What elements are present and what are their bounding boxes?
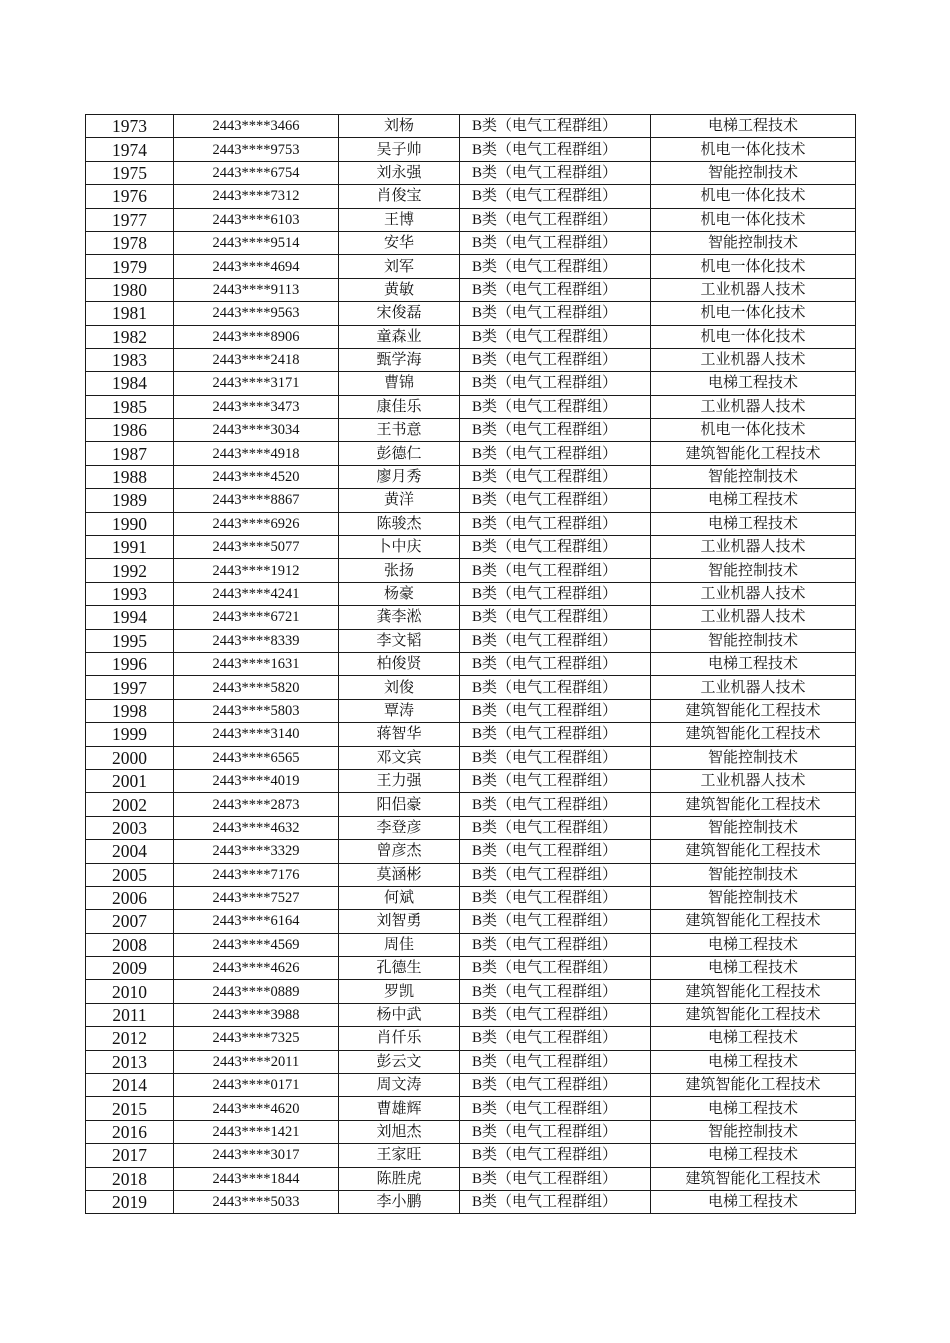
table-row	[86, 512, 856, 535]
major-cell: 智能控制技术	[651, 1120, 856, 1143]
row-number-cell: 2004	[86, 840, 174, 863]
table-row	[86, 1003, 856, 1026]
name-cell: 王博	[339, 208, 460, 231]
id-cell: 2443****7176	[174, 863, 339, 886]
category-cell: B类（电气工程群组）	[460, 1050, 651, 1073]
category-cell: B类（电气工程群组）	[460, 652, 651, 675]
major-cell: 机电一体化技术	[651, 208, 856, 231]
category-cell: B类（电气工程群组）	[460, 933, 651, 956]
major-cell: 电梯工程技术	[651, 1027, 856, 1050]
name-cell: 罗凯	[339, 980, 460, 1003]
row-number-cell: 2018	[86, 1167, 174, 1190]
table-row	[86, 325, 856, 348]
name-cell: 莫涵彬	[339, 863, 460, 886]
name-cell: 何斌	[339, 886, 460, 909]
name-cell: 刘俊	[339, 676, 460, 699]
table-row	[86, 302, 856, 325]
id-cell: 2443****1844	[174, 1167, 339, 1190]
row-number-cell: 2019	[86, 1190, 174, 1213]
category-cell: B类（电气工程群组）	[460, 536, 651, 559]
name-cell: 廖月秀	[339, 465, 460, 488]
name-cell: 周文涛	[339, 1074, 460, 1097]
row-number-cell: 1992	[86, 559, 174, 582]
category-cell: B类（电气工程群组）	[460, 489, 651, 512]
major-cell: 智能控制技术	[651, 629, 856, 652]
table-row	[86, 1190, 856, 1213]
row-number-cell: 2015	[86, 1097, 174, 1120]
row-number-cell: 2012	[86, 1027, 174, 1050]
name-cell: 刘军	[339, 255, 460, 278]
name-cell: 甄学海	[339, 348, 460, 371]
student-list-table	[85, 114, 856, 1214]
id-cell: 2443****2418	[174, 348, 339, 371]
row-number-cell: 1983	[86, 348, 174, 371]
id-cell: 2443****3017	[174, 1144, 339, 1167]
name-cell: 王力强	[339, 769, 460, 792]
category-cell: B类（电气工程群组）	[460, 325, 651, 348]
category-cell: B类（电气工程群组）	[460, 816, 651, 839]
id-cell: 2443****4626	[174, 957, 339, 980]
name-cell: 周佳	[339, 933, 460, 956]
category-cell: B类（电气工程群组）	[460, 442, 651, 465]
name-cell: 肖俊宝	[339, 185, 460, 208]
category-cell: B类（电气工程群组）	[460, 1190, 651, 1213]
major-cell: 机电一体化技术	[651, 302, 856, 325]
row-number-cell: 1977	[86, 208, 174, 231]
id-cell: 2443****5820	[174, 676, 339, 699]
name-cell: 吴子帅	[339, 138, 460, 161]
id-cell: 2443****4569	[174, 933, 339, 956]
id-cell: 2443****3329	[174, 840, 339, 863]
name-cell: 安华	[339, 231, 460, 254]
table-row	[86, 185, 856, 208]
major-cell: 建筑智能化工程技术	[651, 840, 856, 863]
name-cell: 张扬	[339, 559, 460, 582]
row-number-cell: 2005	[86, 863, 174, 886]
row-number-cell: 1993	[86, 582, 174, 605]
category-cell: B类（电气工程群组）	[460, 419, 651, 442]
id-cell: 2443****1421	[174, 1120, 339, 1143]
table-row	[86, 793, 856, 816]
row-number-cell: 1980	[86, 278, 174, 301]
table-row	[86, 746, 856, 769]
table-row	[86, 161, 856, 184]
category-cell: B类（电气工程群组）	[460, 863, 651, 886]
row-number-cell: 1976	[86, 185, 174, 208]
name-cell: 曹雄辉	[339, 1097, 460, 1120]
major-cell: 机电一体化技术	[651, 138, 856, 161]
category-cell: B类（电气工程群组）	[460, 255, 651, 278]
table-row	[86, 957, 856, 980]
row-number-cell: 1991	[86, 536, 174, 559]
major-cell: 建筑智能化工程技术	[651, 1167, 856, 1190]
name-cell: 曹锦	[339, 372, 460, 395]
major-cell: 电梯工程技术	[651, 489, 856, 512]
row-number-cell: 1981	[86, 302, 174, 325]
row-number-cell: 2002	[86, 793, 174, 816]
name-cell: 肖仟乐	[339, 1027, 460, 1050]
table-row	[86, 536, 856, 559]
row-number-cell: 1986	[86, 419, 174, 442]
id-cell: 2443****1631	[174, 652, 339, 675]
row-number-cell: 1987	[86, 442, 174, 465]
name-cell: 彭云文	[339, 1050, 460, 1073]
name-cell: 柏俊贤	[339, 652, 460, 675]
major-cell: 电梯工程技术	[651, 1144, 856, 1167]
name-cell: 卜中庆	[339, 536, 460, 559]
row-number-cell: 2003	[86, 816, 174, 839]
row-number-cell: 2013	[86, 1050, 174, 1073]
category-cell: B类（电气工程群组）	[460, 1003, 651, 1026]
name-cell: 黄敏	[339, 278, 460, 301]
category-cell: B类（电气工程群组）	[460, 185, 651, 208]
major-cell: 电梯工程技术	[651, 652, 856, 675]
table-row	[86, 465, 856, 488]
major-cell: 建筑智能化工程技术	[651, 1074, 856, 1097]
major-cell: 工业机器人技术	[651, 278, 856, 301]
major-cell: 工业机器人技术	[651, 676, 856, 699]
row-number-cell: 2016	[86, 1120, 174, 1143]
name-cell: 龚李淞	[339, 606, 460, 629]
row-number-cell: 1988	[86, 465, 174, 488]
category-cell: B类（电气工程群组）	[460, 161, 651, 184]
major-cell: 建筑智能化工程技术	[651, 442, 856, 465]
name-cell: 黄洋	[339, 489, 460, 512]
name-cell: 李文韬	[339, 629, 460, 652]
id-cell: 2443****3034	[174, 419, 339, 442]
row-number-cell: 2006	[86, 886, 174, 909]
table-row	[86, 863, 856, 886]
category-cell: B类（电气工程群组）	[460, 606, 651, 629]
row-number-cell: 1982	[86, 325, 174, 348]
id-cell: 2443****2873	[174, 793, 339, 816]
table-row	[86, 980, 856, 1003]
category-cell: B类（电气工程群组）	[460, 115, 651, 138]
major-cell: 建筑智能化工程技术	[651, 723, 856, 746]
major-cell: 电梯工程技术	[651, 115, 856, 138]
major-cell: 电梯工程技术	[651, 933, 856, 956]
category-cell: B类（电气工程群组）	[460, 1167, 651, 1190]
table-row	[86, 910, 856, 933]
name-cell: 康佳乐	[339, 395, 460, 418]
row-number-cell: 2010	[86, 980, 174, 1003]
name-cell: 李小鹏	[339, 1190, 460, 1213]
id-cell: 2443****5803	[174, 699, 339, 722]
name-cell: 王书意	[339, 419, 460, 442]
row-number-cell: 1985	[86, 395, 174, 418]
id-cell: 2443****9113	[174, 278, 339, 301]
category-cell: B类（电气工程群组）	[460, 278, 651, 301]
table-row	[86, 231, 856, 254]
major-cell: 工业机器人技术	[651, 395, 856, 418]
id-cell: 2443****9514	[174, 231, 339, 254]
name-cell: 阳侣豪	[339, 793, 460, 816]
row-number-cell: 1994	[86, 606, 174, 629]
id-cell: 2443****7527	[174, 886, 339, 909]
category-cell: B类（电气工程群组）	[460, 793, 651, 816]
id-cell: 2443****6754	[174, 161, 339, 184]
row-number-cell: 2000	[86, 746, 174, 769]
major-cell: 电梯工程技术	[651, 512, 856, 535]
name-cell: 孔德生	[339, 957, 460, 980]
row-number-cell: 1973	[86, 115, 174, 138]
row-number-cell: 1997	[86, 676, 174, 699]
table-row	[86, 816, 856, 839]
major-cell: 机电一体化技术	[651, 325, 856, 348]
category-cell: B类（电气工程群组）	[460, 1027, 651, 1050]
major-cell: 工业机器人技术	[651, 769, 856, 792]
category-cell: B类（电气工程群组）	[460, 231, 651, 254]
category-cell: B类（电气工程群组）	[460, 1097, 651, 1120]
id-cell: 2443****9563	[174, 302, 339, 325]
name-cell: 李登彦	[339, 816, 460, 839]
table-row	[86, 115, 856, 138]
name-cell: 刘旭杰	[339, 1120, 460, 1143]
table-row	[86, 769, 856, 792]
name-cell: 王家旺	[339, 1144, 460, 1167]
id-cell: 2443****3171	[174, 372, 339, 395]
row-number-cell: 1996	[86, 652, 174, 675]
category-cell: B类（电气工程群组）	[460, 980, 651, 1003]
row-number-cell: 1978	[86, 231, 174, 254]
major-cell: 智能控制技术	[651, 746, 856, 769]
row-number-cell: 2008	[86, 933, 174, 956]
table-row	[86, 1027, 856, 1050]
table-row	[86, 1050, 856, 1073]
major-cell: 工业机器人技术	[651, 582, 856, 605]
name-cell: 覃涛	[339, 699, 460, 722]
id-cell: 2443****3140	[174, 723, 339, 746]
table-row	[86, 1144, 856, 1167]
row-number-cell: 1974	[86, 138, 174, 161]
major-cell: 工业机器人技术	[651, 536, 856, 559]
id-cell: 2443****8906	[174, 325, 339, 348]
table-row	[86, 489, 856, 512]
id-cell: 2443****3473	[174, 395, 339, 418]
name-cell: 陈骏杰	[339, 512, 460, 535]
category-cell: B类（电气工程群组）	[460, 699, 651, 722]
table-row	[86, 933, 856, 956]
table-row	[86, 348, 856, 371]
id-cell: 2443****8339	[174, 629, 339, 652]
major-cell: 智能控制技术	[651, 559, 856, 582]
table-row	[86, 699, 856, 722]
row-number-cell: 1989	[86, 489, 174, 512]
name-cell: 宋俊磊	[339, 302, 460, 325]
name-cell: 童森业	[339, 325, 460, 348]
table-row	[86, 372, 856, 395]
name-cell: 曾彦杰	[339, 840, 460, 863]
row-number-cell: 1975	[86, 161, 174, 184]
id-cell: 2443****5033	[174, 1190, 339, 1213]
id-cell: 2443****9753	[174, 138, 339, 161]
name-cell: 杨中武	[339, 1003, 460, 1026]
id-cell: 2443****0889	[174, 980, 339, 1003]
category-cell: B类（电气工程群组）	[460, 723, 651, 746]
name-cell: 蒋智华	[339, 723, 460, 746]
category-cell: B类（电气工程群组）	[460, 348, 651, 371]
major-cell: 智能控制技术	[651, 465, 856, 488]
row-number-cell: 2007	[86, 910, 174, 933]
row-number-cell: 1990	[86, 512, 174, 535]
table-row	[86, 1074, 856, 1097]
table-row	[86, 886, 856, 909]
major-cell: 建筑智能化工程技术	[651, 1003, 856, 1026]
table-row	[86, 840, 856, 863]
id-cell: 2443****0171	[174, 1074, 339, 1097]
category-cell: B类（电气工程群组）	[460, 302, 651, 325]
category-cell: B类（电气工程群组）	[460, 769, 651, 792]
id-cell: 2443****3466	[174, 115, 339, 138]
table-row	[86, 1120, 856, 1143]
major-cell: 电梯工程技术	[651, 1050, 856, 1073]
major-cell: 建筑智能化工程技术	[651, 980, 856, 1003]
id-cell: 2443****4019	[174, 769, 339, 792]
table-row	[86, 278, 856, 301]
table-row	[86, 1167, 856, 1190]
table-row	[86, 629, 856, 652]
table-row	[86, 442, 856, 465]
major-cell: 工业机器人技术	[651, 606, 856, 629]
table-row	[86, 1097, 856, 1120]
major-cell: 智能控制技术	[651, 816, 856, 839]
major-cell: 建筑智能化工程技术	[651, 793, 856, 816]
major-cell: 建筑智能化工程技术	[651, 699, 856, 722]
row-number-cell: 1999	[86, 723, 174, 746]
id-cell: 2443****6926	[174, 512, 339, 535]
major-cell: 建筑智能化工程技术	[651, 910, 856, 933]
category-cell: B类（电气工程群组）	[460, 465, 651, 488]
category-cell: B类（电气工程群组）	[460, 372, 651, 395]
row-number-cell: 1998	[86, 699, 174, 722]
id-cell: 2443****2011	[174, 1050, 339, 1073]
major-cell: 智能控制技术	[651, 231, 856, 254]
id-cell: 2443****8867	[174, 489, 339, 512]
major-cell: 电梯工程技术	[651, 957, 856, 980]
table-row	[86, 723, 856, 746]
id-cell: 2443****4620	[174, 1097, 339, 1120]
category-cell: B类（电气工程群组）	[460, 1144, 651, 1167]
id-cell: 2443****6721	[174, 606, 339, 629]
row-number-cell: 2017	[86, 1144, 174, 1167]
category-cell: B类（电气工程群组）	[460, 746, 651, 769]
id-cell: 2443****7325	[174, 1027, 339, 1050]
table-row	[86, 419, 856, 442]
category-cell: B类（电气工程群组）	[460, 582, 651, 605]
category-cell: B类（电气工程群组）	[460, 676, 651, 699]
major-cell: 电梯工程技术	[651, 372, 856, 395]
major-cell: 机电一体化技术	[651, 185, 856, 208]
category-cell: B类（电气工程群组）	[460, 629, 651, 652]
category-cell: B类（电气工程群组）	[460, 957, 651, 980]
id-cell: 2443****3988	[174, 1003, 339, 1026]
id-cell: 2443****4241	[174, 582, 339, 605]
major-cell: 智能控制技术	[651, 161, 856, 184]
id-cell: 2443****4520	[174, 465, 339, 488]
major-cell: 电梯工程技术	[651, 1190, 856, 1213]
name-cell: 邓文宾	[339, 746, 460, 769]
row-number-cell: 2011	[86, 1003, 174, 1026]
table-row	[86, 582, 856, 605]
category-cell: B类（电气工程群组）	[460, 395, 651, 418]
table-row	[86, 652, 856, 675]
id-cell: 2443****6103	[174, 208, 339, 231]
major-cell: 智能控制技术	[651, 886, 856, 909]
name-cell: 陈胜虎	[339, 1167, 460, 1190]
category-cell: B类（电气工程群组）	[460, 559, 651, 582]
category-cell: B类（电气工程群组）	[460, 512, 651, 535]
major-cell: 机电一体化技术	[651, 255, 856, 278]
category-cell: B类（电气工程群组）	[460, 840, 651, 863]
major-cell: 机电一体化技术	[651, 419, 856, 442]
table-row	[86, 395, 856, 418]
table-row	[86, 138, 856, 161]
row-number-cell: 1995	[86, 629, 174, 652]
category-cell: B类（电气工程群组）	[460, 1074, 651, 1097]
row-number-cell: 2009	[86, 957, 174, 980]
table-row	[86, 208, 856, 231]
row-number-cell: 2014	[86, 1074, 174, 1097]
major-cell: 工业机器人技术	[651, 348, 856, 371]
category-cell: B类（电气工程群组）	[460, 208, 651, 231]
name-cell: 刘杨	[339, 115, 460, 138]
row-number-cell: 1979	[86, 255, 174, 278]
id-cell: 2443****1912	[174, 559, 339, 582]
table-body	[86, 115, 856, 1214]
id-cell: 2443****6565	[174, 746, 339, 769]
major-cell: 智能控制技术	[651, 863, 856, 886]
id-cell: 2443****4918	[174, 442, 339, 465]
name-cell: 刘永强	[339, 161, 460, 184]
name-cell: 杨豪	[339, 582, 460, 605]
id-cell: 2443****4632	[174, 816, 339, 839]
name-cell: 刘智勇	[339, 910, 460, 933]
category-cell: B类（电气工程群组）	[460, 1120, 651, 1143]
table-row	[86, 255, 856, 278]
id-cell: 2443****4694	[174, 255, 339, 278]
row-number-cell: 1984	[86, 372, 174, 395]
name-cell: 彭德仁	[339, 442, 460, 465]
id-cell: 2443****6164	[174, 910, 339, 933]
table-row	[86, 606, 856, 629]
table-row	[86, 676, 856, 699]
id-cell: 2443****5077	[174, 536, 339, 559]
row-number-cell: 2001	[86, 769, 174, 792]
category-cell: B类（电气工程群组）	[460, 886, 651, 909]
table-row	[86, 559, 856, 582]
id-cell: 2443****7312	[174, 185, 339, 208]
major-cell: 电梯工程技术	[651, 1097, 856, 1120]
category-cell: B类（电气工程群组）	[460, 138, 651, 161]
category-cell: B类（电气工程群组）	[460, 910, 651, 933]
